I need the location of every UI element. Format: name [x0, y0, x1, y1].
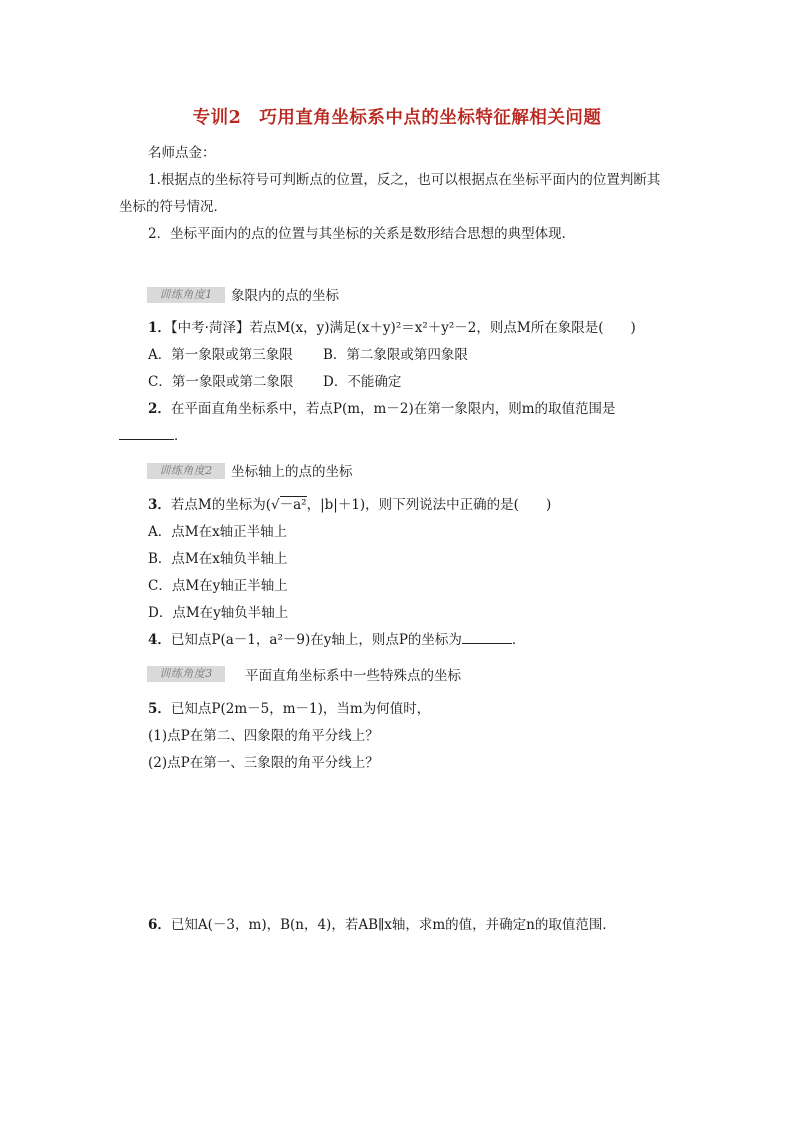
- tip-1-line-2: 坐标的符号情况．: [119, 199, 227, 215]
- section-3-title: 平面直角坐标系中一些特殊点的坐标: [245, 668, 461, 684]
- question-1-options-row-2: [148, 373, 401, 391]
- sqrt-radicand: －a²: [279, 497, 307, 513]
- question-5-part-2: (2)点P在第一、三象限的角平分线上？: [148, 755, 379, 771]
- question-2-stem: 在平面直角坐标系中，若点P(m，m－2)在第一象限内，则m的取值范围是: [170, 401, 616, 417]
- section-1-tag: 训练角度1: [147, 287, 225, 303]
- question-4-number: 4．: [148, 632, 171, 648]
- question-5-number: 5．: [148, 701, 171, 717]
- question-3-option-c: C．点M在y轴正半轴上: [148, 578, 288, 594]
- question-2-number: 2．: [148, 401, 171, 417]
- section-1-title: 象限内的点的坐标: [231, 288, 339, 304]
- question-1-options-row-1: [148, 346, 468, 364]
- question-6: [148, 916, 616, 934]
- question-5-part-1: (1)点P在第二、四象限的角平分线上？: [148, 728, 379, 744]
- tip-2: 2．坐标平面内的点的位置与其坐标的关系是数形结合思想的典型体现．: [148, 226, 576, 242]
- answer-blank: [119, 427, 174, 440]
- question-1: [148, 319, 636, 337]
- question-3: [148, 496, 551, 514]
- question-1-option-c: C．第一象限或第二象限: [148, 374, 294, 390]
- question-1-option-b: B．第二象限或第四象限: [323, 347, 468, 363]
- section-3-tag: 训练角度3: [147, 666, 225, 682]
- question-4-end: ．: [511, 632, 526, 648]
- question-1-stem: 【中考·菏泽】若点M(x，y)满足(x＋y)²＝x²＋y²－2，则点M所在象限是( ): [170, 320, 636, 336]
- page-title: 专训2 巧用直角坐标系中点的坐标特征解相关问题: [192, 108, 602, 128]
- question-1-number: 1．: [148, 320, 171, 336]
- question-3-option-d: D．点M在y轴负半轴上: [148, 605, 289, 621]
- question-6-number: 6．: [148, 917, 171, 933]
- question-3-stem-pre: 若点M的坐标为(: [170, 497, 271, 513]
- question-4-stem: 已知点P(a－1，a²－9)在y轴上，则点P的坐标为: [170, 632, 462, 648]
- question-1-option-a: A．第一象限或第三象限: [148, 347, 293, 363]
- question-3-option-a: A．点M在x轴正半轴上: [148, 524, 288, 540]
- question-6-stem: 已知A(－3，m)，B(n，4)，若AB∥x轴，求m的值，并确定n的取值范围．: [170, 917, 616, 933]
- question-4: [148, 631, 525, 649]
- question-5: [148, 700, 430, 718]
- tips-heading: 名师点金：: [148, 145, 216, 161]
- answer-blank: [462, 631, 512, 644]
- question-3-option-b: B．点M在x轴负半轴上: [148, 551, 288, 567]
- question-2: [148, 400, 616, 418]
- question-2-end: ．: [174, 428, 188, 444]
- question-1-option-d: D．不能确定: [323, 374, 402, 390]
- question-5-stem: 已知点P(2m－5，m－1)，当m为何值时，: [170, 701, 431, 717]
- tip-1-line-1: 1.根据点的坐标符号可判断点的位置，反之，也可以根据点在坐标平面内的位置判断其: [148, 172, 661, 188]
- question-2-answer-line: [119, 427, 188, 445]
- sqrt-symbol: √: [271, 497, 280, 513]
- question-3-number: 3．: [148, 497, 171, 513]
- question-3-stem-post: ，|b|＋1)，则下列说法中正确的是( ): [306, 497, 552, 513]
- section-2-tag: 训练角度2: [147, 463, 225, 479]
- section-2-title: 坐标轴上的点的坐标: [231, 464, 353, 480]
